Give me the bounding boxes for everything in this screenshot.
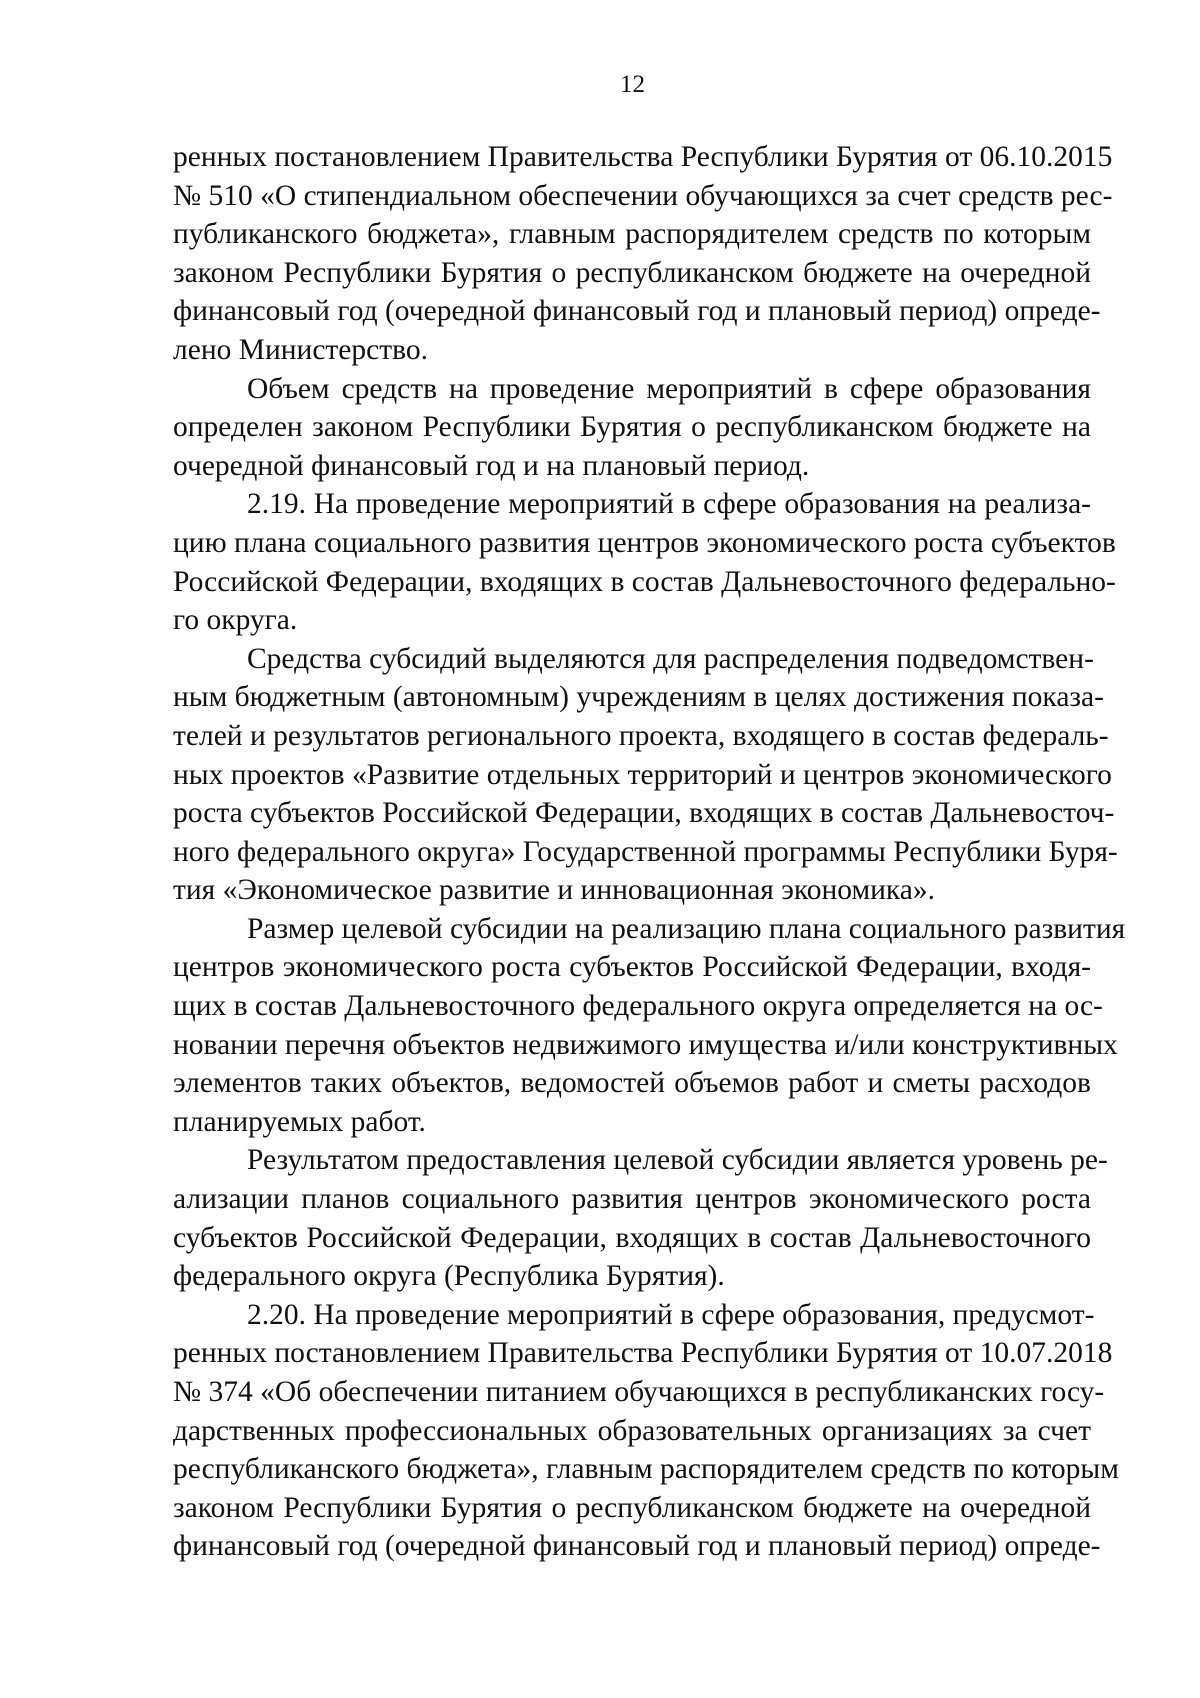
- text-line: ренных постановлением Правительства Республики Бурятия от 10.07.2018: [173, 1337, 1113, 1370]
- paragraph: [173, 910, 1126, 1142]
- text-line: ных проектов «Развитие отдельных территорий и центров экономического: [173, 758, 1112, 791]
- text-line: ализации планов социального развития центров экономического роста: [173, 1183, 1091, 1216]
- text-line: публиканского бюджета», главным распорядителем средств по которым: [173, 218, 1091, 251]
- text-line: федерального округа (Республика Бурятия).: [173, 1260, 725, 1293]
- paragraph: [173, 1141, 1108, 1295]
- text-line: го округа.: [173, 604, 298, 637]
- text-line: цию плана социального развития центров экономического роста субъектов: [173, 526, 1116, 559]
- text-line: № 510 «О стипендиальном обеспечении обучающихся за счет средств рес-: [173, 179, 1113, 212]
- paragraph: [173, 485, 1116, 639]
- text-line: 2.19. На проведение мероприятий в сфере образования на реализа-: [247, 488, 1091, 521]
- text-line: центров экономического роста субъектов Российской Федерации, входя-: [173, 951, 1091, 984]
- text-line: ного федерального округа» Государственной программы Республики Буря-: [173, 835, 1118, 868]
- text-line: ным бюджетным (автономным) учреждениям в целях достижения показа-: [173, 681, 1104, 714]
- text-line: тия «Экономическое развитие и инновационная экономика».: [173, 874, 936, 907]
- text-line: телей и результатов регионального проекта, входящего в состав федераль-: [173, 719, 1109, 752]
- paragraph: [173, 1296, 1119, 1566]
- paragraph: [173, 370, 1091, 486]
- text-line: очередной финансовый год и на плановый период.: [173, 449, 810, 482]
- text-line: республиканского бюджета», главным распорядителем средств по которым: [173, 1453, 1119, 1486]
- document-body: [173, 138, 1126, 1566]
- text-line: лено Министерство.: [173, 333, 428, 366]
- paragraph: [173, 640, 1118, 910]
- text-line: новании перечня объектов недвижимого имущества и/или конструктивных: [173, 1028, 1118, 1061]
- text-line: роста субъектов Российской Федерации, входящих в состав Дальневосточ-: [173, 797, 1115, 830]
- text-line: Объем средств на проведение мероприятий в сфере образования: [247, 372, 1091, 405]
- text-line: определен законом Республики Бурятия о республиканском бюджете на: [173, 411, 1091, 444]
- text-line: планируемых работ.: [173, 1105, 426, 1138]
- text-line: ренных постановлением Правительства Республики Бурятия от 06.10.2015: [173, 141, 1113, 173]
- text-line: № 374 «Об обеспечении питанием обучающихся в республиканских госу-: [173, 1376, 1105, 1408]
- text-line: законом Республики Бурятия о республиканском бюджете на очередной: [173, 256, 1091, 289]
- text-line: законом Республики Бурятия о республиканском бюджете на очередной: [173, 1491, 1091, 1524]
- text-line: финансовый год (очередной финансовый год и плановый период) опреде-: [173, 295, 1101, 328]
- text-line: 2.20. На проведение мероприятий в сфере образования, предусмот-: [247, 1298, 1095, 1331]
- text-line: финансовый год (очередной финансовый год и плановый период) опреде-: [173, 1530, 1101, 1563]
- text-line: Средства субсидий выделяются для распределения подведомствен-: [247, 642, 1094, 675]
- text-line: Размер целевой субсидии на реализацию плана социального развития: [247, 912, 1126, 945]
- text-line: дарственных профессиональных образовательных организациях за счет: [173, 1414, 1091, 1447]
- paragraph: [173, 138, 1113, 370]
- text-line: субъектов Российской Федерации, входящих в состав Дальневосточного: [173, 1221, 1091, 1254]
- page-number: 12: [620, 71, 645, 98]
- text-line: Российской Федерации, входящих в состав Дальневосточного федерально-: [173, 565, 1116, 598]
- text-line: Результатом предоставления целевой субсидии является уровень ре-: [247, 1144, 1108, 1177]
- text-line: щих в состав Дальневосточного федерального округа определяется на ос-: [173, 990, 1103, 1023]
- text-line: элементов таких объектов, ведомостей объемов работ и сметы расходов: [173, 1067, 1091, 1100]
